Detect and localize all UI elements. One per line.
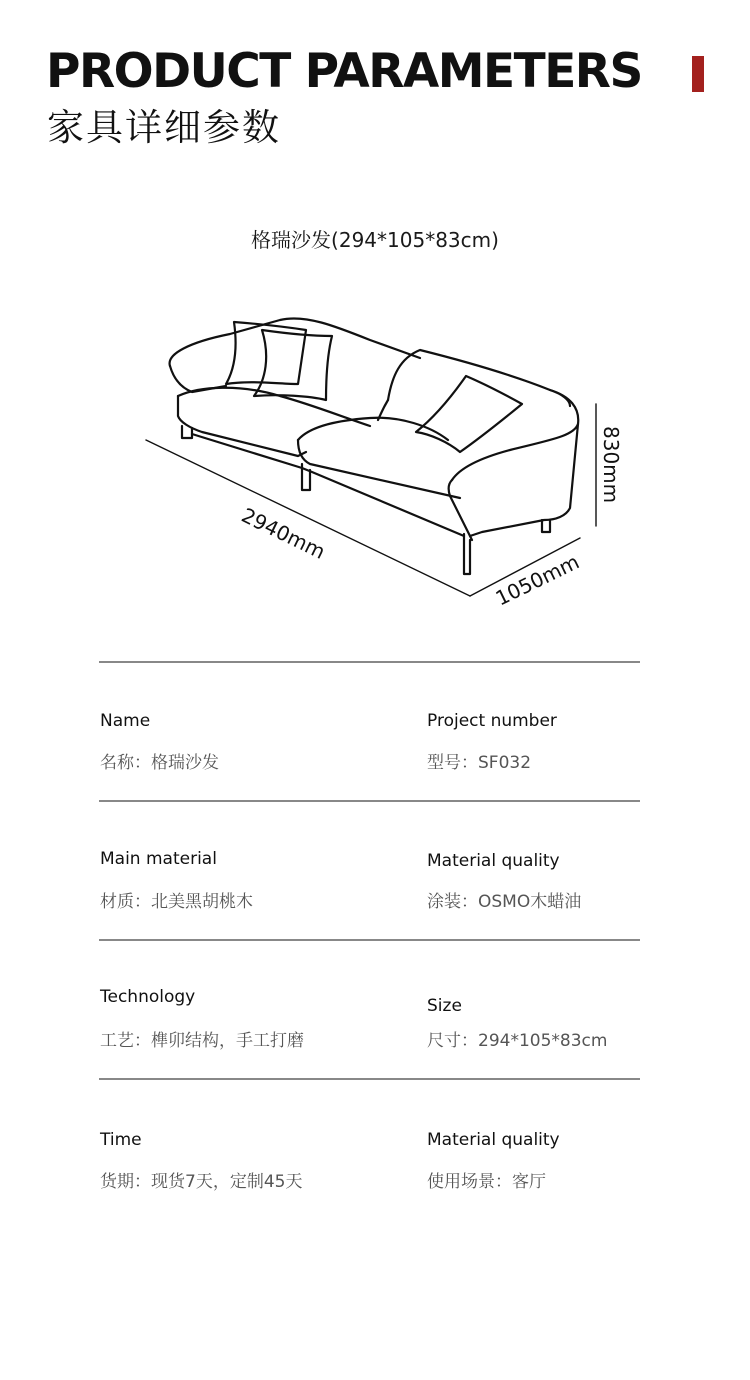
sofa-line-drawing [130, 300, 630, 620]
spec-label-main-material: Main material [100, 849, 217, 869]
base-rail [192, 434, 464, 536]
cushion-b [254, 330, 332, 400]
accent-bar [692, 56, 704, 92]
spec-label-material-quality-2: Material quality [427, 1130, 560, 1150]
spec-value-size: 尺寸：294*105*83cm [427, 1031, 608, 1051]
figure-caption: 格瑞沙发(294*105*83cm) [251, 228, 499, 252]
sofa-left-arm [170, 318, 420, 366]
page-title: PRODUCT PARAMETERS [46, 44, 642, 99]
divider [99, 800, 640, 802]
divider [99, 939, 640, 941]
spec-value-technology: 工艺：榫卯结构，手工打磨 [100, 1031, 304, 1051]
spec-label-time: Time [100, 1130, 142, 1150]
leg-right [464, 534, 470, 574]
sofa-seat-right-top [298, 418, 448, 440]
divider [99, 661, 640, 663]
dim-height-label: 830mm [599, 426, 623, 504]
spec-label-technology: Technology [100, 987, 196, 1007]
sofa-seat-left [178, 396, 306, 456]
dim-length-label: 2940mm [237, 502, 330, 564]
spec-label-material-quality: Material quality [427, 851, 560, 871]
spec-value-use-scene: 使用场景：客厅 [427, 1172, 546, 1192]
spec-label-name: Name [100, 711, 151, 731]
spec-value-name: 名称：格瑞沙发 [100, 753, 219, 773]
sofa-right-arm-side [470, 424, 578, 536]
spec-label-size: Size [427, 996, 462, 1016]
dim-depth-label: 1050mm [491, 549, 583, 611]
spec-value-time: 货期：现货7天，定制45天 [100, 1172, 303, 1192]
spec-value-project-number: 型号：SF032 [427, 753, 532, 773]
page-subtitle: 家具详细参数 [47, 106, 281, 149]
leg-back-right [542, 520, 550, 532]
spec-value-coating: 涂装：OSMO木蜡油 [427, 892, 582, 912]
spec-value-main-material: 材质：北美黑胡桃木 [100, 892, 253, 912]
cushion-c [416, 376, 522, 452]
sofa-seat-right-front [298, 440, 460, 498]
sofa-back-cushion-1 [388, 350, 570, 406]
sofa-right-arm [452, 390, 578, 480]
divider [99, 1078, 640, 1080]
spec-label-project-number: Project number [427, 711, 557, 731]
